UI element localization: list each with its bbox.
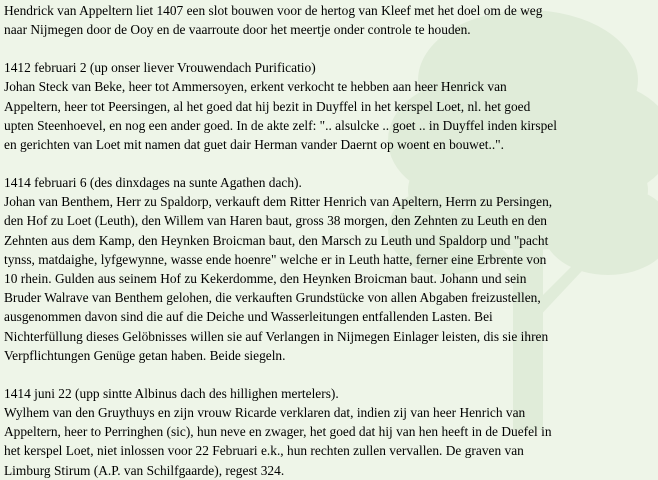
text-line: het kerspel Loet, niet inlossen voor 22 Februari e.k., hun rechten zullen vervallen. De graven van [4,443,524,459]
text-line: Appeltern, heer tot Peersingen, al het goed dat hij bezit in Duyffel in het kerspel Loet, nl. het goed [4,98,531,114]
text-line: Nichterfüllung dieses Gelöbnisses willen sie auf Verlangen in Nijmegen Einlager leisten, dis sie ihren [4,328,549,344]
text-line: ausgenommen davon sind die auf die Deiche und Wasserleitungen entfallenden Lasten. Bei [4,309,493,325]
text-line: en gerichten van Loet mit namen dat guet dair Herman vander Daernt op woent en bouwet..". [4,137,504,153]
paragraph-1412 [4,58,654,154]
document-body [4,1,654,480]
text-line: Bruder Walrave van Benthem gelohen, die verkauften Grundstücke von allen Abgaben freizustellen, [4,290,541,306]
paragraph-1414-juni [4,384,654,480]
text-line: Appeltern, heer to Perringhen (sic), hun neve en zwager, het goed dat hij van hen heeft in de Duefel in [4,424,552,440]
text-line: Johan van Benthem, Herr zu Spaldorp, verkauft dem Ritter Henrich van Apeltern, Herrn zu Persingen, [4,194,553,210]
text-line: 1412 februari 2 (up onser liever Vrouwendach Purificatio) [4,60,316,76]
text-line: Zehnten aus dem Kamp, den Heynken Broicman baut, den Marsch zu Leuth und Spaldorp und "pacht [4,232,549,248]
text-line: den Hof zu Loet (Leuth), den Willem van Haren baut, gross 38 morgen, den Zehnten zu Leuth en den [4,213,547,229]
paragraph-1414-februari [4,173,654,365]
text-line: 10 rhein. Gulden aus seinem Hof zu Kekerdomme, den Heynken Broicman baut. Johann und sein [4,271,527,287]
text-line: Limburg Stirum (A.P. van Schilfgaarde), regest 324. [4,462,285,478]
text-line: Hendrick van Appeltern liet 1407 een slot bouwen voor de hertog van Kleef met het doel om de weg [4,3,543,18]
text-line: Verpflichtungen Genüge getan haben. Beide siegeln. [4,347,286,363]
text-line: naar Nijmegen door de Ooy en de vaarroute door het meertje onder controle te houden. [4,22,471,38]
text-line: 1414 februari 6 (des dinxdages na sunte Agathen dach). [4,175,302,191]
text-line: 1414 juni 22 (upp sintte Albinus dach des hillighen mertelers). [4,385,339,401]
paragraph-intro [4,1,654,39]
text-line: tynss, matdaighe, lyfgewynne, wasse ende hoenre" welche er in Leuth hatte, ferner eine Erbrente von [4,251,547,267]
text-line: upten Steenhoevel, en nog een ander goed. In de akte zelf: ".. alsulcke .. goet .. in Duyffel inden kirspel [4,117,557,133]
text-line: Johan Steck van Beke, heer tot Ammersoyen, erkent verkocht te hebben aan heer Henrick van [4,79,507,95]
text-line: Wylhem van den Gruythuys en zijn vrouw Ricarde verklaren dat, indien zij van heer Henrich van [4,405,526,421]
